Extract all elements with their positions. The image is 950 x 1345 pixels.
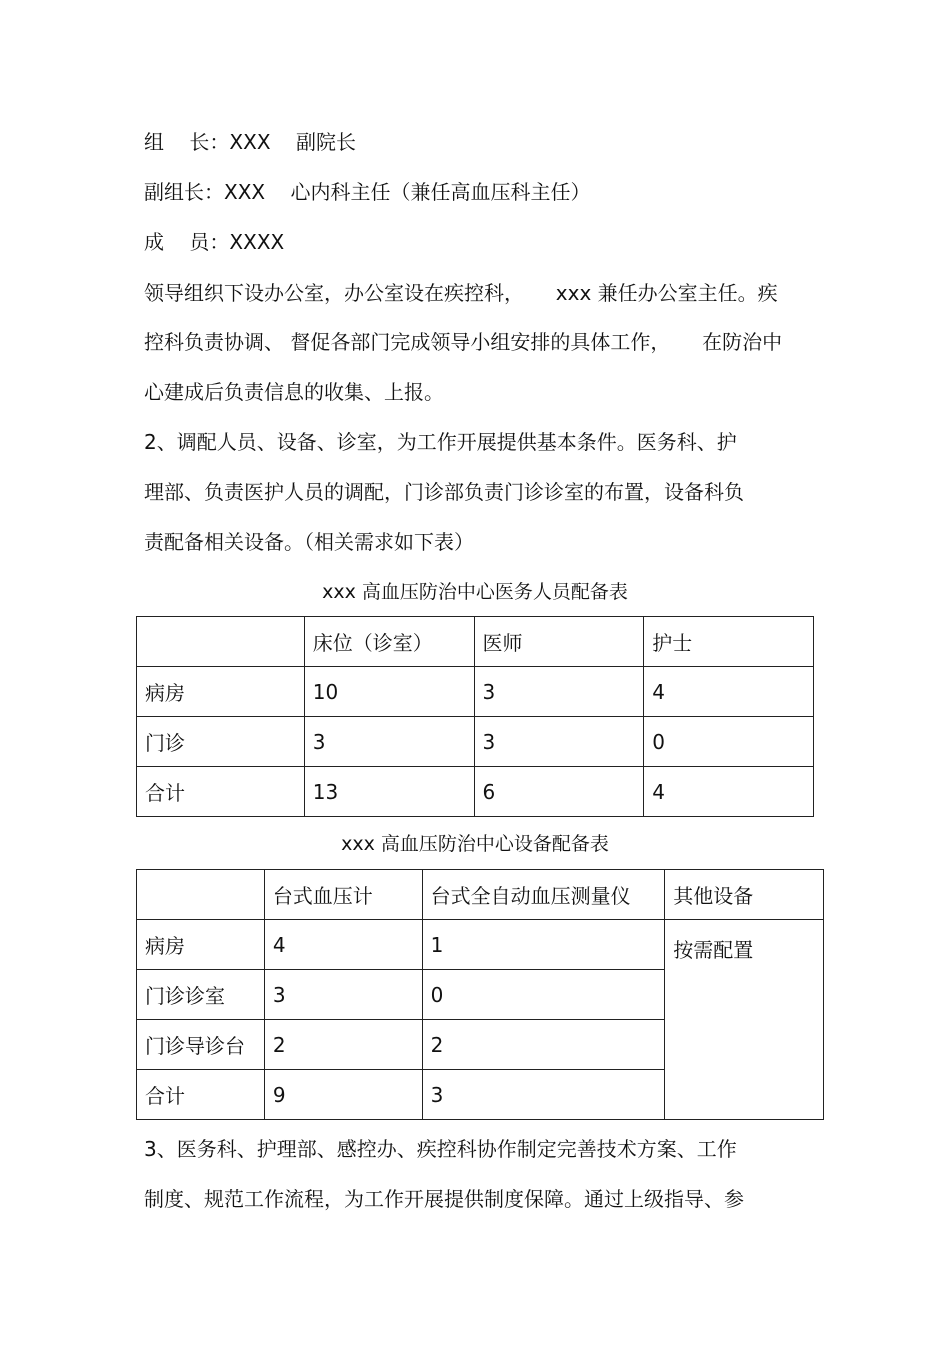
table-cell: 台式全自动血压测量仪	[422, 870, 665, 920]
table-cell: 13	[304, 767, 474, 817]
line-3: 成 员：XXXX	[144, 230, 285, 254]
line-2: 副组长：XXX 心内科主任（兼任高血压科主任）	[144, 180, 591, 204]
table-cell: 4	[644, 767, 814, 817]
table-header-row	[137, 617, 814, 667]
table-cell: 3	[474, 667, 644, 717]
table-cell: 0	[422, 970, 665, 1020]
line-9: 责配备相关设备。（相关需求如下表）	[144, 530, 474, 554]
table-cell: 台式血压计	[264, 870, 422, 920]
line-1: 组 长：XXX 副院长	[144, 130, 356, 154]
table-cell: 其他设备	[665, 870, 824, 920]
table-row	[137, 920, 824, 970]
table-cell: 10	[304, 667, 474, 717]
other-equipment-cell: 按需配置	[665, 920, 824, 1120]
table-cell: 病房	[137, 920, 265, 970]
table-cell: 门诊	[137, 717, 305, 767]
line-4: 领导组织下设办公室，办公室设在疾控科， xxx 兼任办公室主任。疾	[144, 281, 778, 305]
table-cell: 床位（诊室）	[304, 617, 474, 667]
table-cell: 门诊导诊台	[137, 1020, 265, 1070]
line-10: 3、医务科、护理部、感控办、疾控科协作制定完善技术方案、工作	[144, 1137, 737, 1161]
table-header-row	[137, 870, 824, 920]
table-cell: 3	[304, 717, 474, 767]
table-cell: 0	[644, 717, 814, 767]
table-cell: 6	[474, 767, 644, 817]
table-cell: 3	[422, 1070, 665, 1120]
table-row	[137, 717, 814, 767]
table-cell: 医师	[474, 617, 644, 667]
table-cell: 9	[264, 1070, 422, 1120]
staff-table	[136, 616, 814, 817]
table-cell: 3	[264, 970, 422, 1020]
equipment-table	[136, 869, 824, 1120]
table-cell: 护士	[644, 617, 814, 667]
line-11: 制度、规范工作流程，为工作开展提供制度保障。通过上级指导、参	[144, 1187, 744, 1211]
table-cell	[137, 617, 305, 667]
table-cell: 合计	[137, 767, 305, 817]
table-cell: 1	[422, 920, 665, 970]
table-cell: 2	[264, 1020, 422, 1070]
table-row	[137, 767, 814, 817]
table-cell: 2	[422, 1020, 665, 1070]
table1-caption: xxx 高血压防治中心医务人员配备表	[322, 581, 628, 603]
table-cell: 门诊诊室	[137, 970, 265, 1020]
table-cell: 病房	[137, 667, 305, 717]
line-8: 理部、负责医护人员的调配，门诊部负责门诊诊室的布置，设备科负	[144, 480, 744, 504]
line-7: 2、调配人员、设备、诊室，为工作开展提供基本条件。医务科、护	[144, 430, 737, 454]
table-cell: 4	[644, 667, 814, 717]
table-cell: 4	[264, 920, 422, 970]
line-6: 心建成后负责信息的收集、上报。	[144, 380, 444, 404]
table2-caption: xxx 高血压防治中心设备配备表	[341, 833, 609, 855]
line-5: 控科负责协调、 督促各部门完成领导小组安排的具体工作， 在防治中	[144, 330, 783, 354]
table-cell: 3	[474, 717, 644, 767]
table-row	[137, 667, 814, 717]
table-cell: 合计	[137, 1070, 265, 1120]
table-cell	[137, 870, 265, 920]
